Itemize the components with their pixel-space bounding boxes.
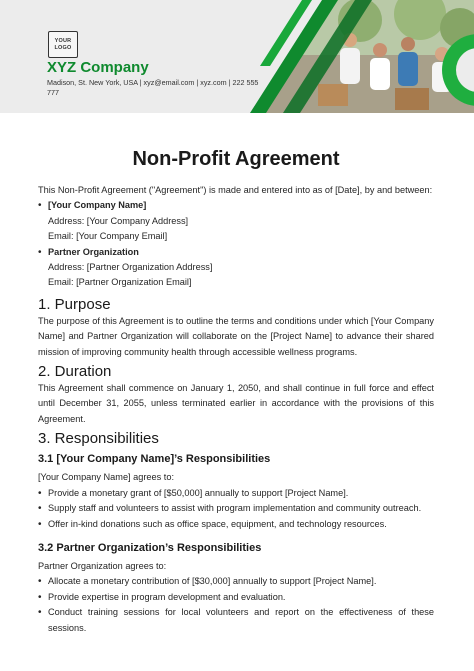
document-header xyxy=(0,0,474,113)
duration-paragraph: This Agreement shall commence on January 1, 2050, and shall continue in full force and effect until December 31, 2055, unless terminated earlier in accordance with the provisions of this Agreement. xyxy=(38,383,434,424)
section-heading-duration: 2. Duration xyxy=(38,363,112,381)
company-lead: [Your Company Name] agrees to: xyxy=(38,472,175,483)
company-responsibilities-list xyxy=(38,486,434,532)
list-item: • Provide a monetary grant of [$50,000] annually to support [Project Name]. xyxy=(38,486,434,501)
section-heading-purpose: 1. Purpose xyxy=(38,295,111,313)
document-title: Non-Profit Agreement xyxy=(132,148,340,170)
list-item: • Allocate a monetary contribution of [$30,000] annually to support [Project Name]. xyxy=(38,574,434,589)
list-item: • Conduct training sessions for local volunteers and report on the effectiveness of these sessions. xyxy=(38,605,434,636)
partner-responsibilities-list xyxy=(38,574,434,636)
subsection-heading-company: 3.1 [Your Company Name]’s Responsibilities xyxy=(38,453,271,466)
party-address: Address: [Partner Organization Address] xyxy=(48,262,213,273)
party-name: Partner Organization xyxy=(48,246,139,257)
volunteers-photo xyxy=(250,0,474,113)
party-address: Address: [Your Company Address] xyxy=(48,215,189,226)
party-item xyxy=(38,198,434,213)
list-item: • Provide expertise in program development and evaluation. xyxy=(38,590,434,605)
company-name: XYZ Company xyxy=(47,59,149,76)
list-item: • Offer in-kind donations such as office space, equipment, and technology resources. xyxy=(38,517,434,532)
parties-list xyxy=(38,198,434,290)
party-email: Email: [Partner Organization Email] xyxy=(48,277,192,288)
subsection-heading-partner: 3.2 Partner Organization’s Responsibilities xyxy=(38,541,262,554)
company-contact: Madison, St. New York, USA | xyz@email.com | xyz.com | 222 555 777 xyxy=(47,78,259,97)
list-item: • Supply staff and volunteers to assist with program implementation and community outreach. xyxy=(38,501,434,516)
logo-text: YOUR LOGO xyxy=(54,37,72,51)
partner-lead: Partner Organization agrees to: xyxy=(38,560,167,571)
party-item xyxy=(38,245,434,260)
company-logo xyxy=(48,31,78,58)
party-email: Email: [Your Company Email] xyxy=(48,231,168,242)
purpose-paragraph: The purpose of this Agreement is to outline the terms and conditions under which [Your Company Name] and Partner Organization will collaborate on the [Project Name] to advance their shared mission of improving community health through accessible wellness programs. xyxy=(38,315,434,357)
party-name: [Your Company Name] xyxy=(48,200,147,211)
intro-paragraph: This Non-Profit Agreement ("Agreement") is made and entered into as of [Date], by and between: xyxy=(38,185,433,195)
section-heading-responsibilities: 3. Responsibilities xyxy=(38,430,159,448)
document-body xyxy=(38,148,434,636)
